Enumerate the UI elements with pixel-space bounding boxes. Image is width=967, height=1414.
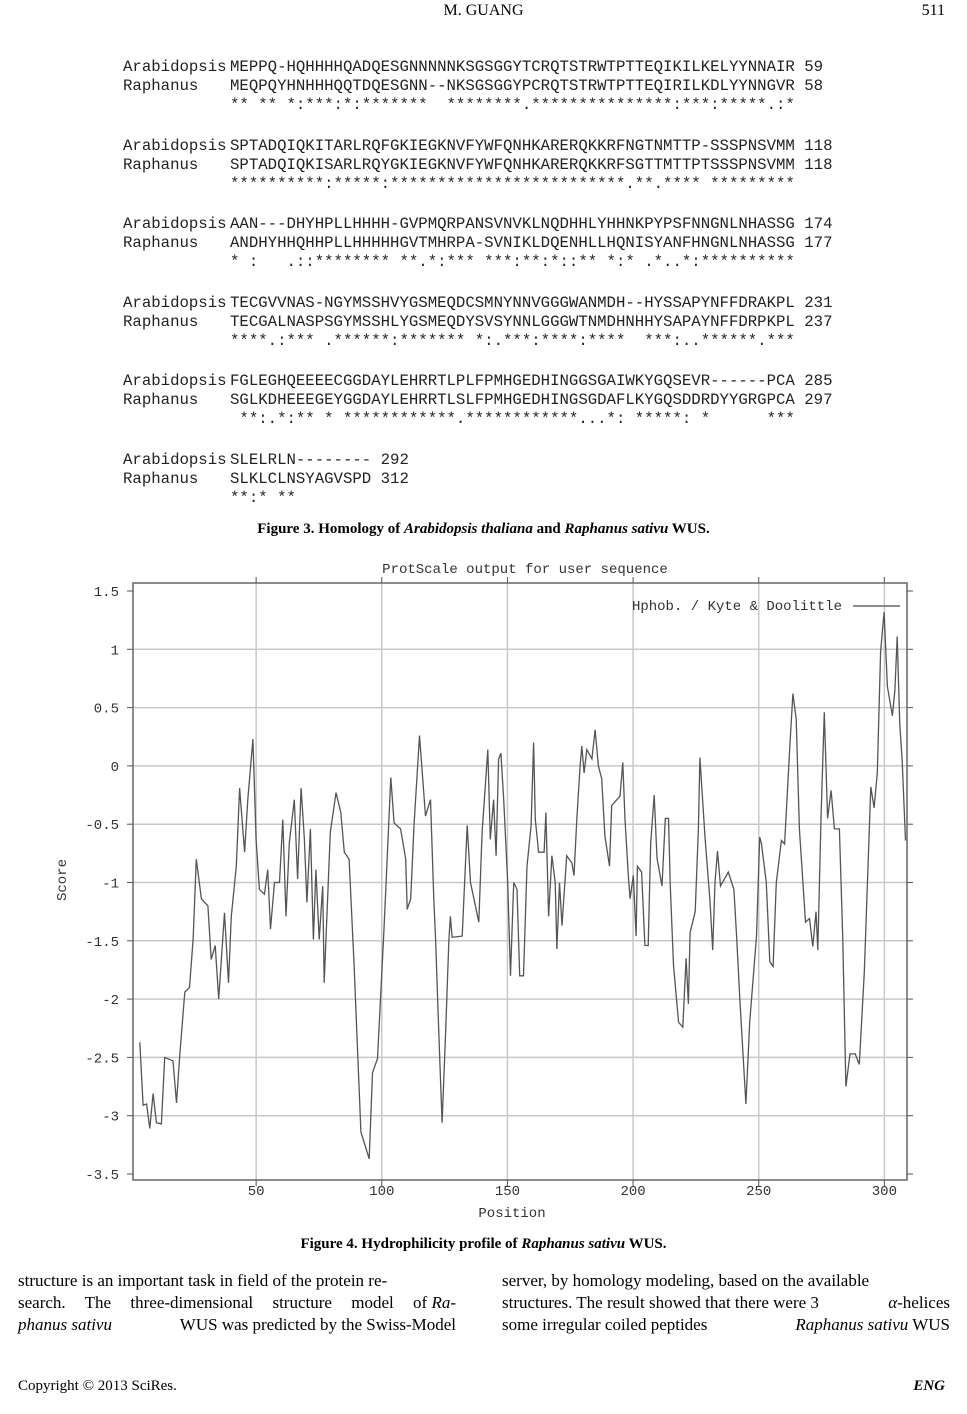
caption-species: Arabidopsis thaliana [404, 521, 533, 537]
species-name: Arabidopsis [123, 215, 227, 233]
sequence-raphanus: SLKLCLNSYAGVSPD 312 [230, 469, 409, 488]
caption-species: Raphanus sativu [564, 521, 669, 537]
sequence-arabidopsis: MEPPQ-HQHHHHQADQESGNNNNNKSGSGGYTCRQTSTRWTPTTEQIKILKELYYNNAIR 59 [230, 58, 824, 76]
caption-species: Raphanus sativu [521, 1236, 626, 1252]
species-name: Arabidopsis [123, 58, 227, 76]
y-tick-label: 1.5 [93, 585, 119, 601]
sequence-arabidopsis: SLELRLN-------- 292 [230, 450, 409, 469]
y-axis-label: Score [55, 858, 71, 902]
species-name: Arabidopsis [123, 293, 227, 312]
sequence-arabidopsis: FGLEGHQEEEECGGDAYLEHRRTLPLFPMHGEDHINGGSGAIWKYGQSEVR------PCA 285 [230, 372, 833, 390]
sequence-alignment [123, 58, 833, 507]
conservation-line: **:.*:** * ************.************...*: *****: * *** [230, 410, 795, 428]
grid [133, 583, 907, 1180]
alignment-block [123, 372, 833, 451]
caption-text: WUS. [668, 521, 710, 537]
running-header-author: M. GUANG [443, 2, 524, 19]
text-line [18, 1292, 456, 1314]
legend-label: Hphob. / Kyte & Doolittle [631, 599, 842, 615]
sequence-raphanus: SPTADQIQKISARLRQYGKIEGKNVFYWFQNHKARERQKKRFSGTTMTTPTSSSPNSVMM 118 [230, 155, 833, 174]
x-tick-label: 50 [247, 1184, 265, 1200]
conservation-line: **********:*****:*************************.**.**** ********* [230, 174, 795, 193]
plot-frame [133, 583, 907, 1180]
footer-journal: ENG [913, 1378, 945, 1394]
species-name: Raphanus [123, 77, 199, 95]
footer-copyright: Copyright © 2013 SciRes. [18, 1378, 177, 1394]
species-name: Arabidopsis [123, 450, 227, 469]
sequence-arabidopsis: TECGVVNAS-NGYMSSHVYGSMEQDCSMNYNNVGGGWANMDH--HYSSAPYNFFDRAKPL 231 [230, 293, 833, 312]
y-tick-label: -2 [102, 993, 119, 1010]
text-line [18, 1270, 456, 1292]
text: WUS [908, 1315, 950, 1334]
caption-text: Figure 4. Hydrophilicity profile of [300, 1236, 522, 1252]
species-name: Raphanus [123, 391, 199, 409]
y-tick-label: -3 [102, 1109, 119, 1126]
alignment-block [123, 215, 833, 294]
body-column-left [18, 1270, 456, 1336]
species-name: Raphanus [123, 155, 199, 174]
sequence-raphanus: TECGALNASPSGYMSSHLYGSMEQDYSVSYNNLGGGWTNMDHNHHYSAPAYNFFDRPKPL 237 [230, 312, 833, 331]
italic-text: Ra- [431, 1293, 456, 1312]
y-tick-label: -2.5 [85, 1051, 119, 1068]
y-tick-label: -3.5 [85, 1168, 119, 1184]
x-tick-label: 200 [620, 1184, 646, 1200]
text: some irregular coiled peptides [502, 1315, 712, 1334]
text: structures. The result showed that there were 3 [502, 1293, 824, 1312]
sequence-raphanus: SGLKDHEEEGEYGGDAYLEHRRTLSLFPMHGEDHINGSGDAFLKYGQSDDRDYYGRGPCA 297 [230, 391, 833, 409]
x-tick-label: 300 [871, 1184, 897, 1200]
x-tick-label: 150 [494, 1184, 521, 1200]
body-column-right [502, 1270, 950, 1336]
species-name: Arabidopsis [123, 372, 227, 390]
figure-3-caption [0, 521, 967, 538]
sequence-raphanus: ANDHYHHQHHPLLHHHHHGVTMHRPA-SVNIKLDQENHLLHQNISYANFHNGNLNHASSG 177 [230, 234, 833, 252]
alignment-block [123, 137, 833, 216]
alignment-block [123, 58, 833, 137]
text-line [18, 1314, 456, 1336]
chart-title: ProtScale output for user sequence [382, 562, 668, 578]
series-line-hphob [140, 612, 906, 1159]
text-line [502, 1270, 950, 1292]
species-name: Raphanus [123, 234, 199, 252]
caption-text: WUS. [625, 1236, 667, 1252]
text: -helices [897, 1293, 950, 1312]
alignment-block [123, 450, 833, 507]
y-tick-label: -1 [102, 876, 119, 893]
axis-ticks [85, 577, 913, 1200]
caption-text: Figure 3. Homology of [257, 521, 405, 537]
conservation-line: ** ** *:***:*:******* ********.***************:***:*****.:* [230, 96, 795, 114]
alignment-block [123, 294, 833, 373]
page-number: 511 [921, 2, 945, 19]
y-tick-label: 1 [110, 643, 119, 660]
sequence-raphanus: MEQPQYHNHHHQQTDQESGNN--NKSGSGGYPCRQTSTRWTPTTEQIRILKDLYYNNGVR 58 [230, 77, 824, 95]
text-line [502, 1292, 950, 1314]
conservation-line: **:* ** [230, 488, 296, 507]
x-tick-label: 100 [369, 1184, 395, 1200]
text: structure is an important task in field of the protein re- [18, 1271, 388, 1290]
y-tick-label: 0 [110, 759, 119, 776]
sequence-arabidopsis: SPTADQIQKITARLRQFGKIEGKNVFYWFQNHKARERQKKRFNGTNMTTP-SSSPNSVMM 118 [230, 136, 833, 155]
text-line [502, 1314, 950, 1336]
text: WUS was predicted by the Swiss-Model [175, 1315, 456, 1334]
hydrophobicity-chart [0, 555, 967, 1225]
italic-text: Raphanus sativu [795, 1315, 909, 1334]
y-tick-label: -0.5 [85, 818, 119, 835]
text: server, by homology modeling, based on the available [502, 1271, 870, 1290]
italic-text: phanus sativu [18, 1315, 112, 1334]
y-tick-label: 0.5 [93, 701, 119, 718]
conservation-line: * : .::******** **.*:*** ***:**:*::** *:* .*..*:********** [230, 253, 795, 271]
caption-text: and [532, 521, 565, 537]
italic-text: α [888, 1293, 898, 1312]
text: search. The three-dimensional structure model of [18, 1293, 432, 1312]
species-name: Raphanus [123, 469, 199, 488]
y-tick-label: -1.5 [85, 934, 119, 951]
species-name: Raphanus [123, 312, 199, 331]
species-name: Arabidopsis [123, 136, 227, 155]
sequence-arabidopsis: AAN---DHYHPLLHHHH-GVPMQRPANSVNVKLNQDHHLYHHNKPYPSFNNGNLNHASSG 174 [230, 215, 833, 233]
conservation-line: ****.:*** .******:******* *:.***:****:**** ***:..******.*** [230, 331, 795, 350]
x-tick-label: 250 [746, 1184, 772, 1200]
x-axis-label: Position [478, 1206, 546, 1222]
figure-4-caption [0, 1236, 967, 1253]
